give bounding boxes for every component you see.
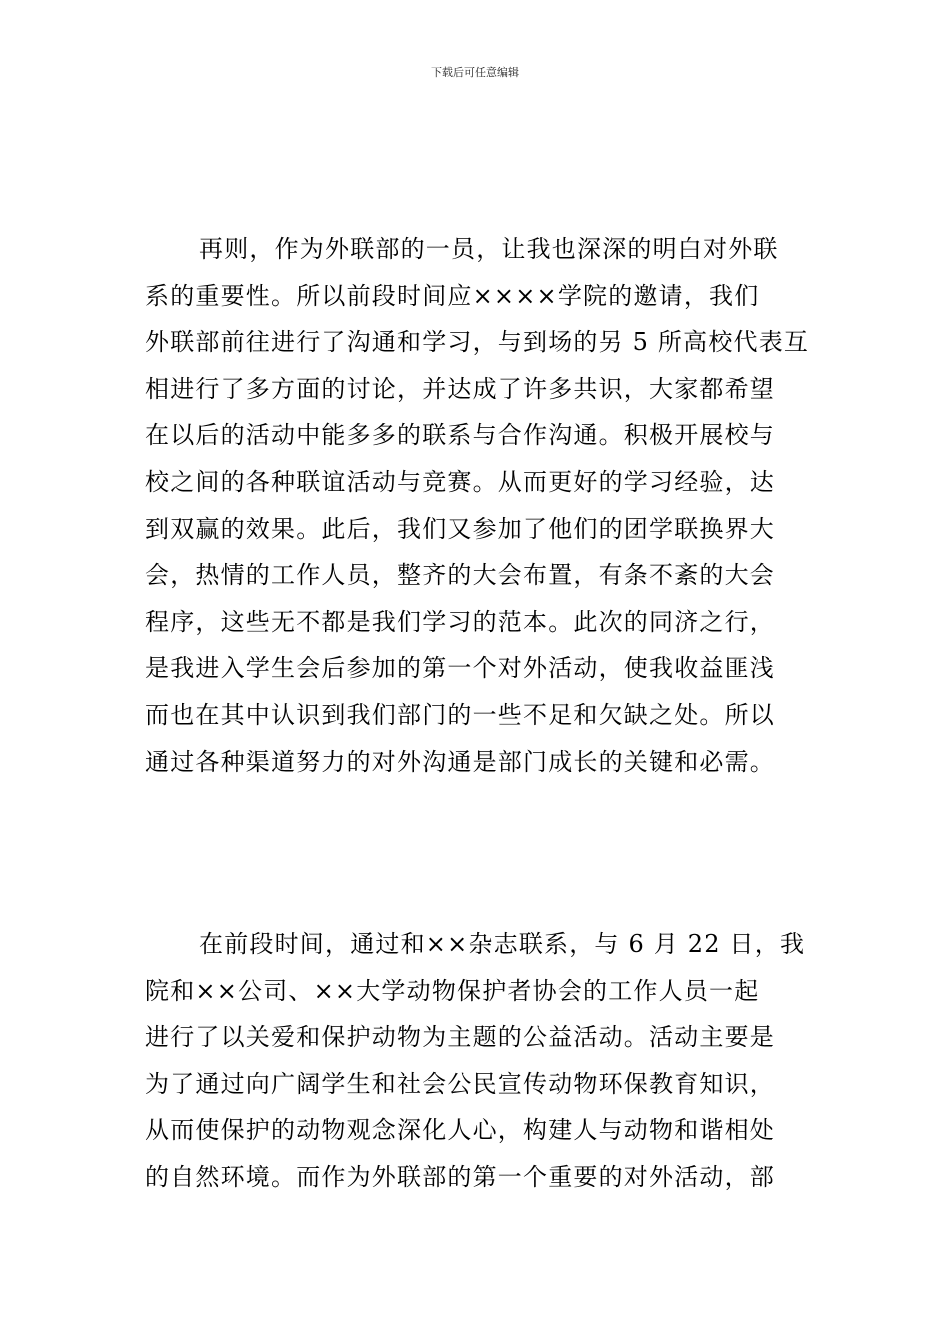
paragraph-line: 院和××公司、××大学动物保护者协会的工作人员一起 [145, 976, 760, 1005]
paragraph-line: 会，热情的工作人员，整齐的大会布置，有条不紊的大会 [145, 561, 775, 590]
paragraph-line: 到双赢的效果。此后，我们又参加了他们的团学联换界大 [145, 514, 775, 543]
page-header: 下载后可任意编辑 [431, 66, 519, 79]
paragraph-line: 的自然环境。而作为外联部的第一个重要的对外活动，部 [145, 1162, 775, 1191]
paragraph-line: 在以后的活动中能多多的联系与合作沟通。积极开展校与 [145, 421, 775, 450]
paragraph-line: 通过各种渠道努力的对外沟通是部门成长的关键和必需。 [145, 747, 775, 776]
paragraph-line: 外联部前往进行了沟通和学习，与到场的另 5 所高校代表互 [145, 328, 810, 357]
paragraph-line: 在前段时间，通过和××杂志联系，与 6 月 22 日，我 [199, 930, 806, 958]
paragraph-2 [145, 921, 810, 1201]
paragraph-line: 为了通过向广阔学生和社会公民宣传动物环保教育知识， [145, 1069, 775, 1098]
paragraph-line: 相进行了多方面的讨论，并达成了许多共识，大家都希望 [145, 374, 775, 403]
paragraph-line: 而也在其中认识到我们部门的一些不足和欠缺之处。所以 [145, 700, 775, 729]
paragraph-line: 程序，这些无不都是我们学习的范本。此次的同济之行， [145, 607, 775, 636]
paragraph-line: 再则，作为外联部的一员，让我也深深的明白对外联 [199, 235, 779, 263]
paragraph-1 [145, 226, 810, 785]
paragraph-line: 校之间的各种联谊活动与竞赛。从而更好的学习经验，达 [145, 467, 775, 496]
paragraph-line: 系的重要性。所以前段时间应××××学院的邀请，我们 [145, 281, 760, 310]
paragraph-line: 从而使保护的动物观念深化人心，构建人与动物和谐相处 [145, 1116, 775, 1145]
paragraph-line: 进行了以关爱和保护动物为主题的公益活动。活动主要是 [145, 1023, 775, 1052]
paragraph-line: 是我进入学生会后参加的第一个对外活动，使我收益匪浅 [145, 654, 775, 683]
